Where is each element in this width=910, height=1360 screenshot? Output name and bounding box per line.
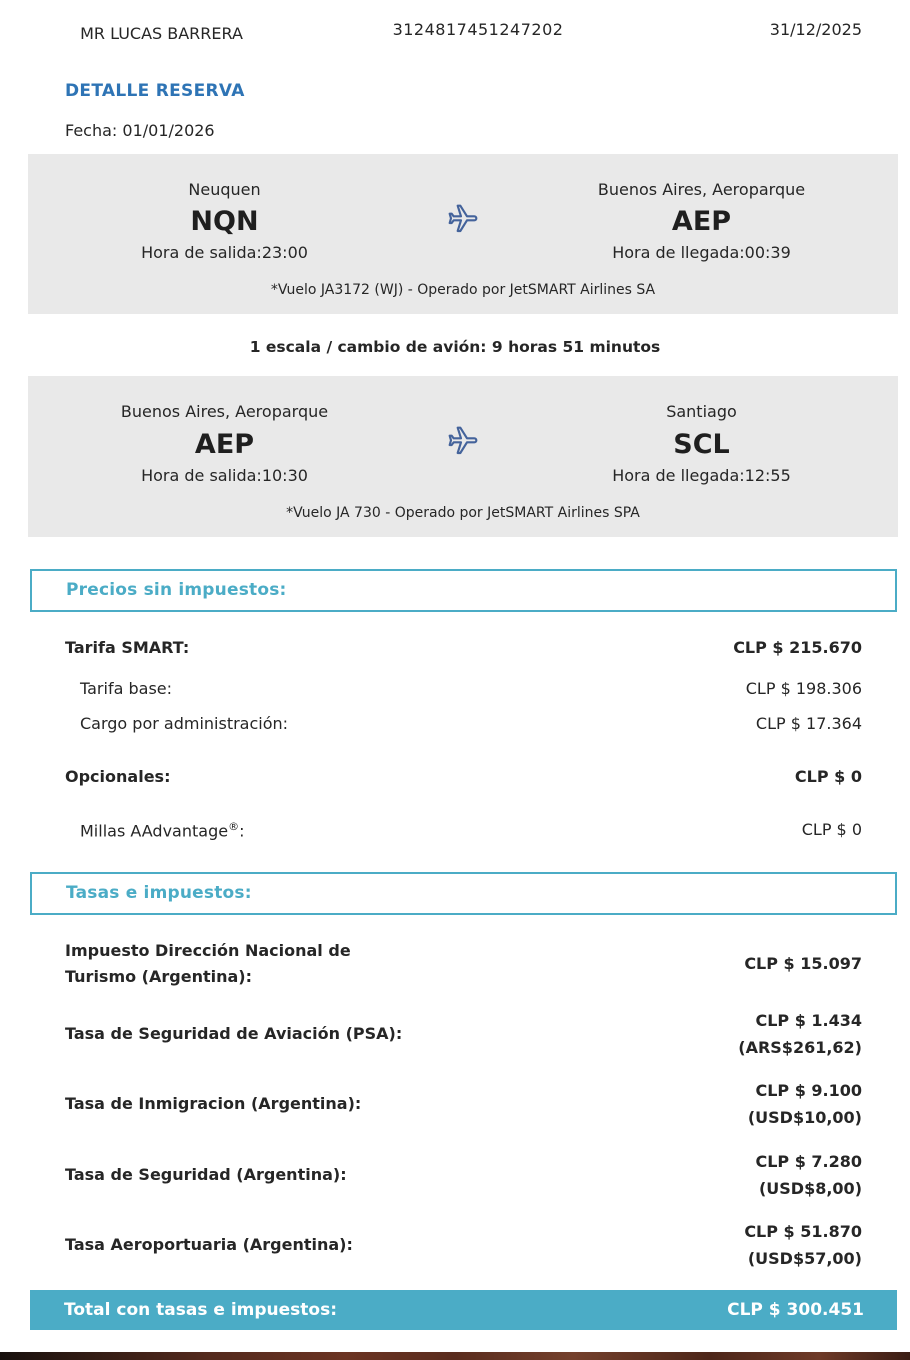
price-row-cargo-administracion	[65, 714, 862, 733]
price-row-millas-aadvantage	[65, 820, 862, 840]
connection-note: 1 escala / cambio de avión: 9 horas 51 minutos	[249, 338, 661, 357]
registered-trademark-symbol: ®	[228, 819, 240, 833]
tax-rows	[0, 937, 910, 1273]
total-bar	[30, 1290, 897, 1330]
tax-amount	[755, 1148, 862, 1202]
price-row-tarifa-smart	[65, 638, 862, 657]
price-amount: CLP $ 198.306	[745, 678, 862, 698]
tax-amount-clp: CLP $ 9.100	[755, 1081, 862, 1101]
tax-amount-foreign: (USD$57,00)	[747, 1249, 862, 1269]
pricing-rows	[0, 638, 910, 840]
price-amount: CLP $ 0	[794, 766, 862, 786]
ticket-number: 3124817451247202	[392, 20, 564, 39]
tax-amount	[748, 1077, 862, 1131]
segment-2-origin	[46, 402, 403, 484]
segment-2-destination	[523, 402, 880, 484]
segment-1-origin	[46, 180, 403, 262]
total-label: Total con tasas e impuestos:	[64, 1300, 337, 1321]
airplane-right-icon	[403, 203, 523, 239]
price-amount: CLP $ 215.670	[733, 637, 862, 657]
section-header-tasas-label: Tasas e impuestos:	[66, 883, 252, 904]
reservation-date: Fecha: 01/01/2026	[65, 121, 215, 141]
tax-amount	[744, 1218, 862, 1272]
price-label: Millas AAdvantage®:	[80, 819, 245, 840]
arrival-time: Hora de llegada:12:55	[612, 465, 791, 485]
departure-time: Hora de salida:23:00	[141, 243, 308, 263]
price-amount: CLP $ 0	[801, 820, 862, 840]
tax-row-inmigracion	[65, 1077, 862, 1131]
departure-time: Hora de salida:10:30	[141, 465, 308, 485]
bottom-photo-strip	[0, 1352, 910, 1360]
price-label: Cargo por administración:	[80, 713, 289, 733]
tax-amount-clp: CLP $ 15.097	[744, 954, 862, 974]
flight-segment-1	[28, 154, 898, 314]
price-row-tarifa-base	[65, 679, 862, 698]
tax-amount-foreign: (USD$8,00)	[758, 1178, 862, 1198]
tax-row-seguridad-aviacion	[65, 1007, 862, 1061]
price-label: Tarifa base:	[80, 678, 173, 698]
tax-amount-clp: CLP $ 7.280	[755, 1151, 862, 1171]
section-header-tasas	[30, 872, 897, 915]
section-title-detalle-reserva: DETALLE RESERVA	[65, 81, 245, 102]
tax-amount	[738, 1007, 862, 1061]
tax-label: Tasa de Inmigracion (Argentina):	[65, 1094, 362, 1114]
origin-airport-code: NQN	[190, 206, 259, 238]
tax-label: Impuesto Dirección Nacional de Turismo (Argentina):	[65, 940, 351, 986]
destination-airport-code: AEP	[671, 206, 732, 238]
origin-city: Neuquen	[188, 180, 261, 200]
tax-row-aeroportuaria	[65, 1218, 862, 1272]
tax-label: Tasa de Seguridad (Argentina):	[65, 1164, 347, 1184]
tax-amount-foreign: (USD$10,00)	[747, 1108, 862, 1128]
section-header-precios	[30, 569, 897, 612]
tax-label: Tasa Aeroportuaria (Argentina):	[65, 1235, 353, 1254]
segment-1-flight-info: *Vuelo JA3172 (WJ) - Operado por JetSMART Airlines SA	[270, 282, 656, 299]
issue-date: 31/12/2025	[769, 20, 862, 39]
tax-label: Tasa de Seguridad de Aviación (PSA):	[65, 1023, 403, 1043]
origin-airport-code: AEP	[194, 428, 255, 460]
segment-1-destination	[523, 180, 880, 262]
segment-1-route	[46, 180, 880, 262]
price-label: Opcionales:	[65, 766, 171, 786]
tax-amount-clp: CLP $ 1.434	[755, 1010, 862, 1030]
airplane-right-icon	[403, 425, 523, 461]
section-header-precios-label: Precios sin impuestos:	[66, 580, 287, 601]
tax-row-impuesto-turismo	[65, 937, 862, 991]
tax-amount-foreign: (ARS$261,62)	[738, 1038, 862, 1058]
segment-2-flight-info: *Vuelo JA 730 - Operado por JetSMART Airlines SPA	[286, 504, 640, 521]
price-amount: CLP $ 17.364	[755, 713, 862, 733]
tax-amount	[744, 950, 862, 977]
passenger-name: MR LUCAS BARRERA	[80, 24, 243, 43]
document-header	[0, 0, 910, 47]
tax-amount-clp: CLP $ 51.870	[744, 1222, 862, 1242]
price-label: Tarifa SMART:	[65, 637, 190, 657]
tax-row-seguridad	[65, 1148, 862, 1202]
destination-city: Buenos Aires, Aeroparque	[597, 180, 806, 200]
destination-airport-code: SCL	[673, 428, 730, 460]
arrival-time: Hora de llegada:00:39	[612, 243, 791, 263]
flight-segment-2	[28, 376, 898, 536]
total-amount: CLP $ 300.451	[727, 1300, 864, 1321]
price-row-opcionales	[65, 767, 862, 786]
destination-city: Santiago	[666, 402, 737, 422]
origin-city: Buenos Aires, Aeroparque	[120, 402, 329, 422]
segment-2-route	[46, 402, 880, 484]
